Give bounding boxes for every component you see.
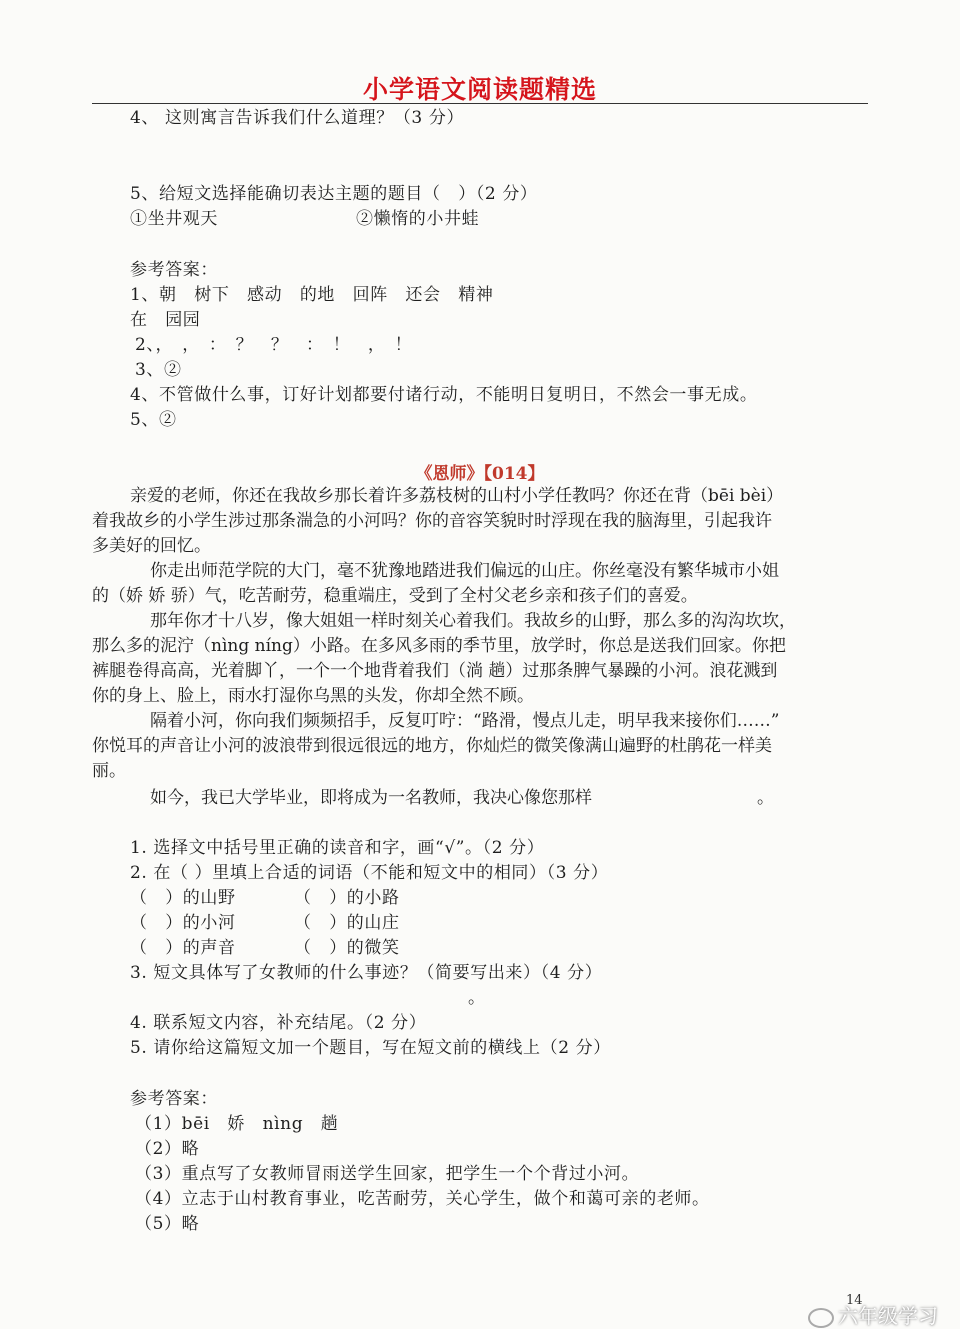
wechat-icon bbox=[808, 1308, 834, 1328]
answer-5: 5、② bbox=[130, 410, 177, 430]
answer-1-line-1: 1、朝 树下 感动 的地 回阵 还会 精神 bbox=[130, 285, 494, 305]
answer-part2-3: （3）重点写了女教师冒雨送学生回家，把学生一个个背过小河。 bbox=[135, 1164, 640, 1184]
fill-item-village: （ ）的山庄 bbox=[294, 913, 400, 933]
paragraph-3-line-1: 那年你才十八岁，像大姐姐一样时刻关心着我们。我故乡的山野，那么多的沟沟坎坎， bbox=[150, 611, 796, 631]
paragraph-1-line-3: 多美好的回忆。 bbox=[92, 536, 211, 556]
answer-3: 3、② bbox=[135, 360, 182, 380]
watermark bbox=[808, 1300, 938, 1329]
paragraph-3-line-3: 裤腿卷得高高，光着脚丫，一个一个地背着我们（淌 趟）过那条脾气暴躁的小河。浪花溅到 bbox=[92, 661, 778, 681]
question-5: 5、给短文选择能确切表达主题的题目（ ）（2 分） bbox=[130, 184, 538, 204]
fill-item-river: （ ）的小河 bbox=[130, 913, 236, 933]
question-4: 4、 这则寓言告诉我们什么道理？（3 分） bbox=[130, 108, 465, 128]
paragraph-2-line-2: 的（娇 娇 骄）气，吃苦耐劳，稳重端庄，受到了全村父老乡亲和孩子们的喜爱。 bbox=[92, 586, 698, 606]
watermark-text: 六年级学习 bbox=[838, 1304, 938, 1328]
header-rule bbox=[92, 103, 868, 104]
question-2: 2. 在（ ）里填上合适的词语（不能和短文中的相同）（3 分） bbox=[130, 863, 609, 883]
question-4-part2: 4. 联系短文内容，补充结尾。（2 分） bbox=[130, 1013, 427, 1033]
section-title: 《恩师》【014】 bbox=[415, 464, 545, 484]
answer-2: 2、， ， ： ？ ？ ： ！ ， ！ bbox=[135, 335, 413, 355]
paragraph-4-line-2: 你悦耳的声音让小河的波浪带到很远很远的地方，你灿烂的微笑像满山遍野的杜鹃花一样美 bbox=[92, 736, 772, 756]
answer-4: 4、不管做什么事，订好计划都要付诸行动，不能明日复明日，不然会一事无成。 bbox=[130, 385, 758, 405]
paragraph-1-line-1: 亲爱的老师，你还在我故乡那长着许多荔枝树的山村小学任教吗？你还在背（bēi bèi） bbox=[130, 486, 784, 506]
answers-label-2: 参考答案： bbox=[130, 1089, 218, 1109]
page-title: 小学语文阅读题精选 bbox=[362, 75, 597, 104]
fill-item-smile: （ ）的微笑 bbox=[294, 938, 400, 958]
question-5-part2: 5. 请你给这篇短文加一个题目，写在短文前的横线上（2 分） bbox=[130, 1038, 611, 1058]
answer-part2-1: （1）bēi 娇 nìng 趟 bbox=[135, 1114, 339, 1134]
answer-part2-5: （5）略 bbox=[135, 1214, 200, 1234]
question-1: 1. 选择文中括号里正确的读音和字，画“√”。（2 分） bbox=[130, 838, 545, 858]
question-3-blank-end: 。 bbox=[468, 988, 485, 1008]
paragraph-2-line-1: 你走出师范学院的大门，毫不犹豫地踏进我们偏远的山庄。你丝毫没有繁华城市小姐 bbox=[150, 561, 779, 581]
question-5-option-1: ①坐井观天 bbox=[130, 209, 218, 229]
fill-item-mountain-fields: （ ）的山野 bbox=[130, 888, 236, 908]
answers-label-1: 参考答案： bbox=[130, 260, 218, 280]
paragraph-5-blank-end: 。 bbox=[757, 788, 774, 808]
answer-1-line-2: 在 园园 bbox=[130, 310, 201, 330]
paragraph-4-line-3: 丽。 bbox=[92, 761, 126, 781]
paragraph-3-line-2: 那么多的泥泞（nìng níng）小路。在多风多雨的季节里，放学时，你总是送我们回家。你把 bbox=[92, 636, 786, 656]
answer-part2-4: （4）立志于山村教育事业，吃苦耐劳，关心学生，做个和蔼可亲的老师。 bbox=[135, 1189, 710, 1209]
fill-item-path: （ ）的小路 bbox=[294, 888, 400, 908]
page-number: 14 bbox=[846, 1293, 863, 1308]
paragraph-5-line-1: 如今，我已大学毕业，即将成为一名教师，我决心像您那样 bbox=[150, 788, 592, 808]
fill-item-voice: （ ）的声音 bbox=[130, 938, 236, 958]
question-3: 3. 短文具体写了女教师的什么事迹？（简要写出来）（4 分） bbox=[130, 963, 603, 983]
paragraph-3-line-4: 你的身上、脸上，雨水打湿你乌黑的头发，你却全然不顾。 bbox=[92, 686, 534, 706]
paragraph-4-line-1: 隔着小河，你向我们频频招手，反复叮咛：“路滑，慢点儿走，明早我来接你们……” bbox=[150, 711, 780, 731]
answer-part2-2: （2）略 bbox=[135, 1139, 200, 1159]
question-5-option-2: ②懒惰的小井蛙 bbox=[356, 209, 480, 229]
paragraph-1-line-2: 着我故乡的小学生涉过那条湍急的小河吗？你的音容笑貌时时浮现在我的脑海里，引起我许 bbox=[92, 511, 772, 531]
